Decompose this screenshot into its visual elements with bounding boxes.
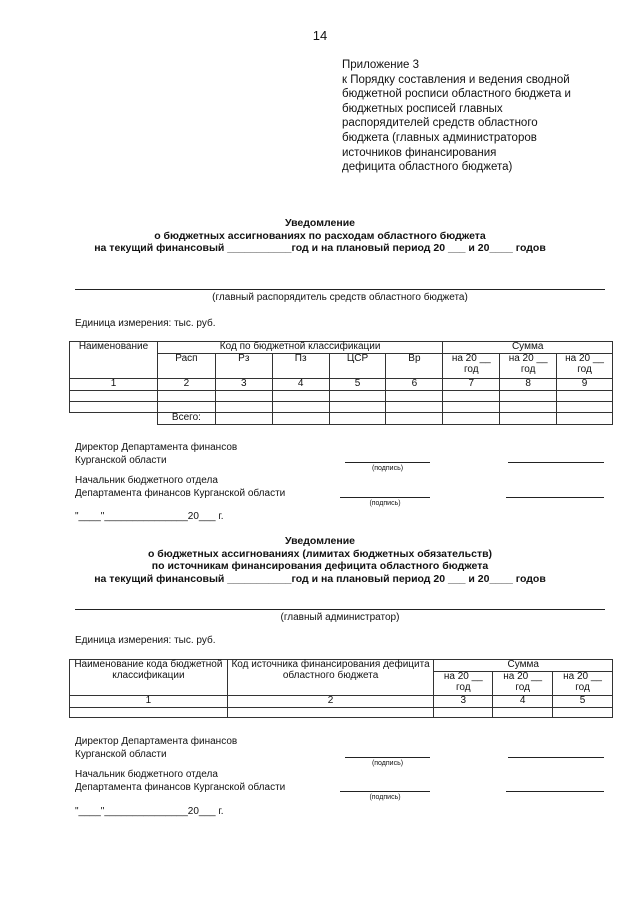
col-header-name: Наименование xyxy=(70,342,158,379)
col-header-name: Наименование кода бюджетной классификации xyxy=(70,660,228,696)
signature-caption: (подпись) xyxy=(371,465,404,472)
col-number: 3 xyxy=(215,379,272,391)
notice1-title-line: Уведомление xyxy=(284,217,355,229)
notice1-title xyxy=(60,217,580,255)
sign-line: Начальник бюджетного отдела xyxy=(75,475,218,486)
table-row xyxy=(70,401,613,412)
col-number: 1 xyxy=(70,696,228,708)
col-number: 3 xyxy=(434,696,493,708)
col-header-sum: Сумма xyxy=(443,342,613,354)
col-number: 1 xyxy=(70,379,158,391)
notice1-date: "____"_______________20___ г. xyxy=(75,511,224,522)
col-number: 8 xyxy=(500,379,557,391)
appendix-line: распорядителей средств областного xyxy=(342,117,538,130)
notice2-title xyxy=(60,535,580,585)
col-header-year1: на 20 __ год xyxy=(443,354,500,379)
notice1-sign2 xyxy=(75,475,285,500)
sign-line: Директор Департамента финансов xyxy=(75,442,238,453)
notice2-sub-label: (главный администратор) xyxy=(280,612,400,623)
total-row xyxy=(70,412,613,424)
signature-caption: (подпись) xyxy=(369,500,401,507)
page-number: 14 xyxy=(312,28,328,43)
col-number: 2 xyxy=(227,696,434,708)
sign-line: Департамента финансов Курганской области xyxy=(75,781,286,793)
signature-line xyxy=(340,497,430,498)
name-line xyxy=(506,791,604,792)
notice2-table xyxy=(69,659,613,718)
notice2-title-line: Уведомление xyxy=(284,535,355,547)
appendix-line: дефицита областного бюджета) xyxy=(342,161,513,174)
notice2-sign1 xyxy=(75,736,237,761)
signature-caption: (подпись) xyxy=(371,760,404,767)
signature-line xyxy=(340,791,430,792)
name-line xyxy=(506,497,604,498)
notice2-title-line: по источникам финансирования дефицита областного бюджета xyxy=(151,560,489,572)
col-header-year2: на 20 __ год xyxy=(493,672,553,696)
appendix-line: бюджетных росписей главных xyxy=(342,102,503,115)
notice2-title-line: на текущий финансовый ___________год и на плановый период 20 ___ и 20____ годов xyxy=(94,572,546,585)
col-header-csr: ЦСР xyxy=(329,354,386,379)
col-number: 6 xyxy=(386,379,443,391)
table-row xyxy=(70,390,613,401)
appendix-line: к Порядку составления и ведения сводной xyxy=(342,73,570,86)
sign-line: Курганской области xyxy=(75,454,167,466)
col-header-sum: Сумма xyxy=(434,660,613,672)
col-header-vr: Вр xyxy=(386,354,443,379)
col-header-code: Код по бюджетной классификации xyxy=(157,342,442,354)
appendix-line: бюджета (главных администраторов xyxy=(342,131,537,144)
notice1-sub-label: (главный распорядитель средств областного бюджета) xyxy=(212,292,468,303)
notice1-sign1 xyxy=(75,442,237,467)
name-line xyxy=(508,757,604,758)
notice2-unit: Единица измерения: тыс. руб. xyxy=(75,635,216,646)
col-header-rasp: Расп xyxy=(157,354,215,379)
col-number: 4 xyxy=(272,379,329,391)
sign-line: Начальник бюджетного отдела xyxy=(75,769,218,780)
sign-line: Департамента финансов Курганской области xyxy=(75,487,286,499)
col-header-rz: Рз xyxy=(215,354,272,379)
col-number: 4 xyxy=(493,696,553,708)
divider-line xyxy=(75,609,605,610)
col-header-year1: на 20 __ год xyxy=(434,672,493,696)
col-header-year3: на 20 __ год xyxy=(557,354,613,379)
notice1-unit: Единица измерения: тыс. руб. xyxy=(75,318,216,329)
col-number: 5 xyxy=(329,379,386,391)
col-header-year3: на 20 __ год xyxy=(553,672,613,696)
total-label: Всего: xyxy=(157,412,215,424)
signature-caption: (подпись) xyxy=(369,794,401,801)
divider-line xyxy=(75,289,605,290)
notice2-sign2 xyxy=(75,769,285,794)
col-header-year2: на 20 __ год xyxy=(500,354,557,379)
appendix-header xyxy=(342,58,612,175)
appendix-line: Приложение 3 xyxy=(342,59,420,71)
col-header-code: Код источника финансирования дефицита областного бюджета xyxy=(227,660,434,696)
notice1-title-line: о бюджетных ассигнованиях по расходам областного бюджета xyxy=(154,229,486,242)
notice1-title-line: на текущий финансовый ___________год и на плановый период 20 ___ и 20____ годов xyxy=(94,242,546,254)
signature-line xyxy=(345,462,430,463)
sign-line: Курганской области xyxy=(75,748,167,760)
col-number: 9 xyxy=(557,379,613,391)
notice1-table xyxy=(69,341,613,425)
col-number: 7 xyxy=(443,379,500,391)
sign-line: Директор Департамента финансов xyxy=(75,736,238,747)
table-row xyxy=(70,707,613,717)
notice2-title-line: о бюджетных ассигнованиях (лимитах бюджетных обязательств) xyxy=(147,547,493,560)
appendix-line: бюджетной росписи областного бюджета и xyxy=(342,88,571,101)
col-number: 2 xyxy=(157,379,215,391)
name-line xyxy=(508,462,604,463)
signature-line xyxy=(345,757,430,758)
notice2-date: "____"_______________20___ г. xyxy=(75,806,224,817)
col-number: 5 xyxy=(553,696,613,708)
appendix-line: источников финансирования xyxy=(342,146,497,159)
col-header-pz: Пз xyxy=(272,354,329,379)
